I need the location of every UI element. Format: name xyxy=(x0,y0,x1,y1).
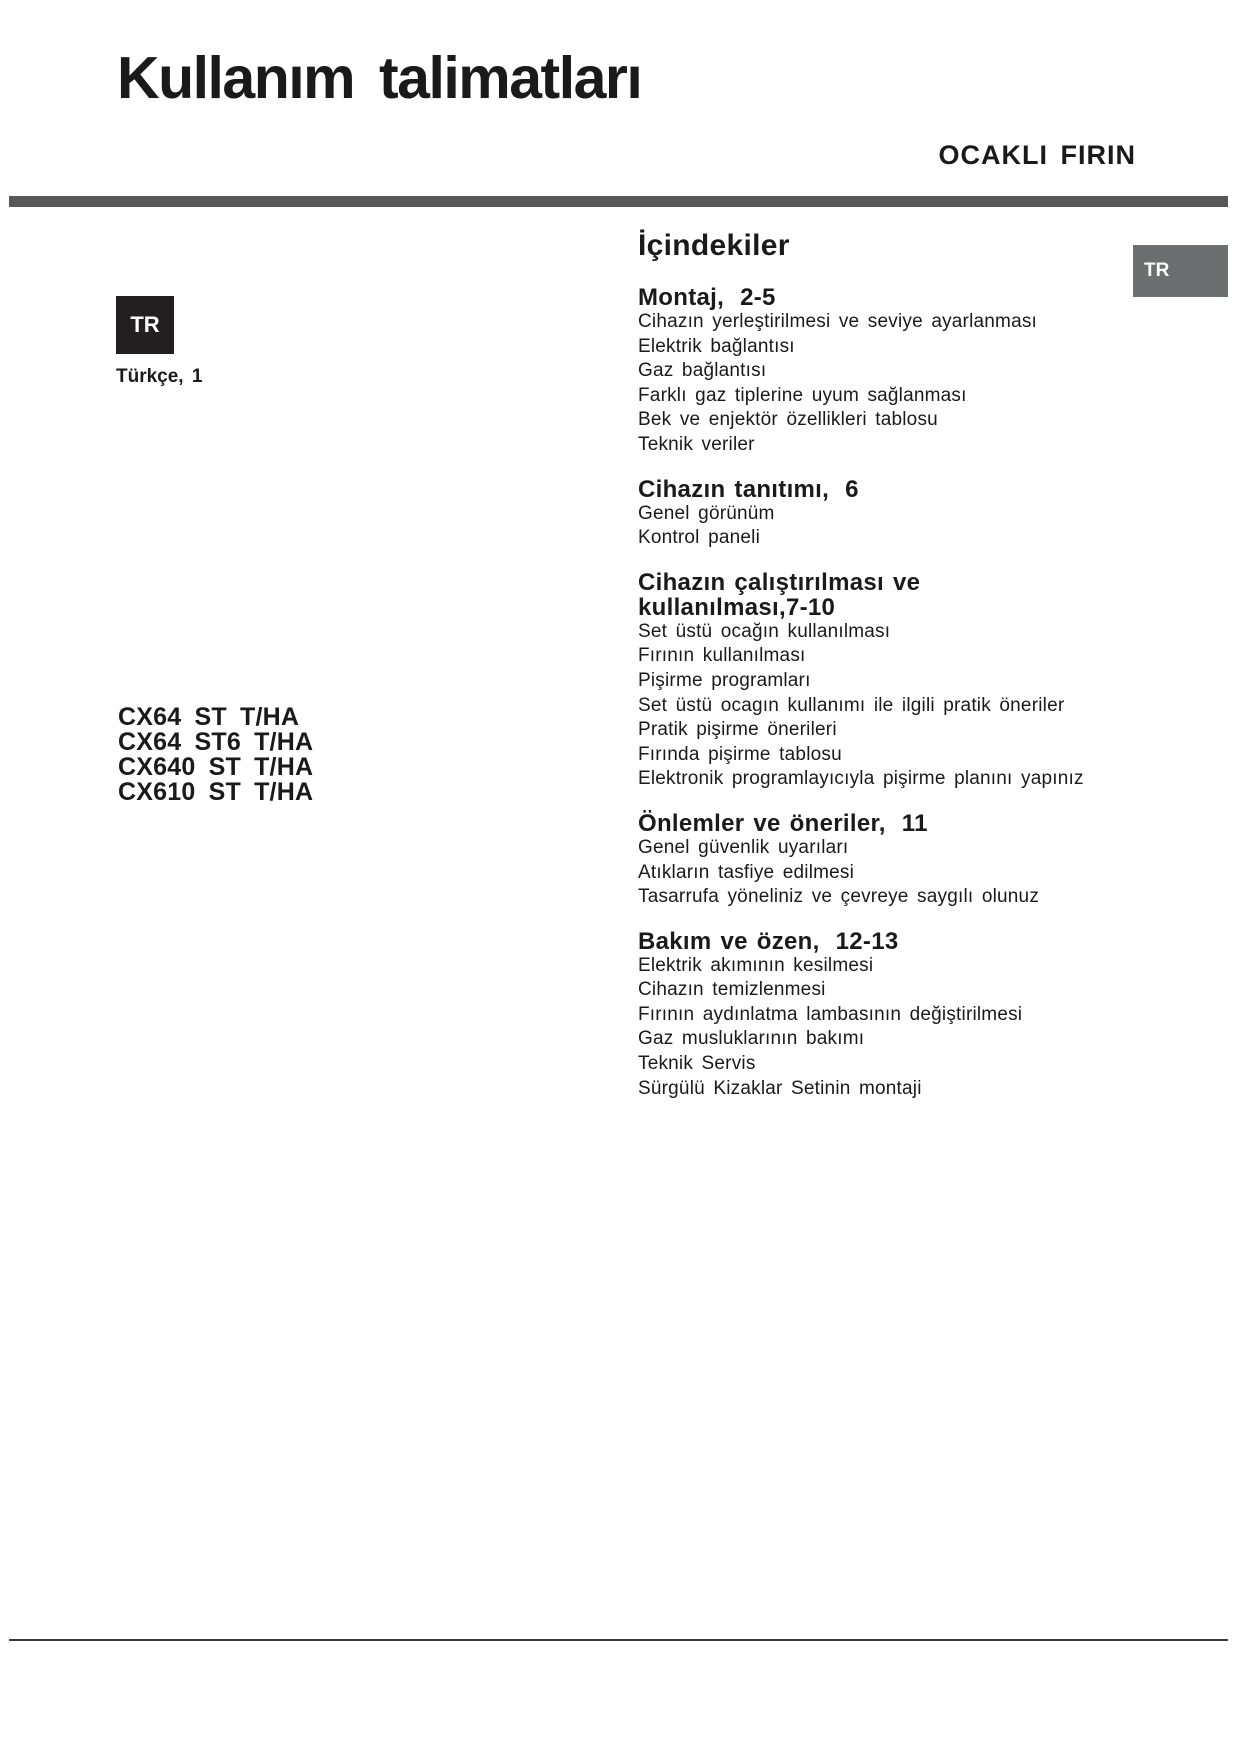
toc-item: Pratik pişirme önerileri xyxy=(638,719,837,741)
language-side-tab: TR xyxy=(1133,245,1228,297)
toc-section-montaj xyxy=(638,285,1138,458)
toc-item: Set üstü ocagın kullanımı ile ilgili pratik öneriler xyxy=(638,694,1065,716)
toc-section-calistirma xyxy=(638,570,1138,792)
toc-item: Set üstü ocağın kullanılması xyxy=(638,620,891,642)
product-type-label: OCAKLI FIRIN xyxy=(938,140,1136,170)
section-title-line: Cihazın çalıştırılması ve xyxy=(638,568,921,596)
toc-item: Fırının kullanılması xyxy=(638,645,806,667)
model-number: CX64 ST T/HA xyxy=(118,703,300,731)
section-pages: 2-5 xyxy=(740,284,776,311)
toc-item-list xyxy=(638,954,1138,1102)
toc-section-bakim xyxy=(638,929,1138,1102)
section-pages: 6 xyxy=(845,475,859,503)
toc-item-list xyxy=(638,310,1138,458)
toc-item: Teknik veriler xyxy=(638,433,755,455)
toc-item: Teknik Servis xyxy=(638,1053,756,1075)
section-title: Montaj, xyxy=(638,284,725,311)
document-title: Kullanım talimatları xyxy=(117,45,642,111)
toc-section-heading xyxy=(638,285,1138,310)
toc-item: Genel güvenlik uyarıları xyxy=(638,836,849,858)
toc-section-heading xyxy=(638,811,1138,836)
toc-section-heading xyxy=(638,570,1138,620)
header-divider xyxy=(9,196,1228,207)
toc-item: Kontrol paneli xyxy=(638,527,760,549)
section-title-line: kullanılması,7-10 xyxy=(638,593,836,621)
toc-title: İçindekiler xyxy=(638,229,790,262)
footer-divider xyxy=(9,1639,1228,1641)
section-title: Önlemler ve öneriler, xyxy=(638,809,886,837)
toc-item-list xyxy=(638,836,1138,910)
toc-item: Elektronik programlayıcıyla pişirme planını yapınız xyxy=(638,768,1084,790)
toc-item-list xyxy=(638,502,1138,551)
model-number: CX640 ST T/HA xyxy=(118,753,314,781)
toc-item: Elektrik akımının kesilmesi xyxy=(638,954,874,976)
toc-item: Elektrik bağlantısı xyxy=(638,335,795,357)
toc-item: Fırında pişirme tablosu xyxy=(638,743,842,765)
toc-item: Bek ve enjektör özellikleri tablosu xyxy=(638,409,938,431)
toc-section-tanitim xyxy=(638,477,1138,551)
toc-item: Farklı gaz tiplerine uyum sağlanması xyxy=(638,384,967,406)
table-of-contents xyxy=(638,226,1138,1120)
section-pages: 12-13 xyxy=(835,927,899,955)
toc-item: Tasarrufa yöneliniz ve çevreye saygılı olunuz xyxy=(638,886,1040,908)
toc-item: Cihazın yerleştirilmesi ve seviye ayarlanması xyxy=(638,311,1038,332)
toc-item: Atıkların tasfiye edilmesi xyxy=(638,861,855,883)
section-title: Cihazın tanıtımı, xyxy=(638,475,830,503)
model-number: CX64 ST6 T/HA xyxy=(118,728,314,756)
section-pages: 11 xyxy=(901,809,928,837)
model-number: CX610 ST T/HA xyxy=(118,778,314,806)
toc-item: Cihazın temizlenmesi xyxy=(638,979,826,1001)
toc-item: Pişirme programları xyxy=(638,669,811,691)
section-title: Bakım ve özen, xyxy=(638,927,820,955)
language-caption: Türkçe, 1 xyxy=(116,366,203,387)
toc-item: Gaz musluklarının bakımı xyxy=(638,1028,865,1050)
toc-section-heading xyxy=(638,477,1138,502)
toc-item: Genel görünüm xyxy=(638,502,775,524)
toc-section-heading xyxy=(638,929,1138,954)
toc-item: Gaz bağlantısı xyxy=(638,360,767,382)
toc-item: Sürgülü Kizaklar Setinin montaji xyxy=(638,1077,922,1099)
language-badge: TR xyxy=(116,296,174,354)
toc-item-list xyxy=(638,620,1138,792)
model-list xyxy=(118,705,313,805)
toc-item: Fırının aydınlatma lambasının değiştirilmesi xyxy=(638,1003,1023,1025)
toc-section-onlemler xyxy=(638,811,1138,910)
